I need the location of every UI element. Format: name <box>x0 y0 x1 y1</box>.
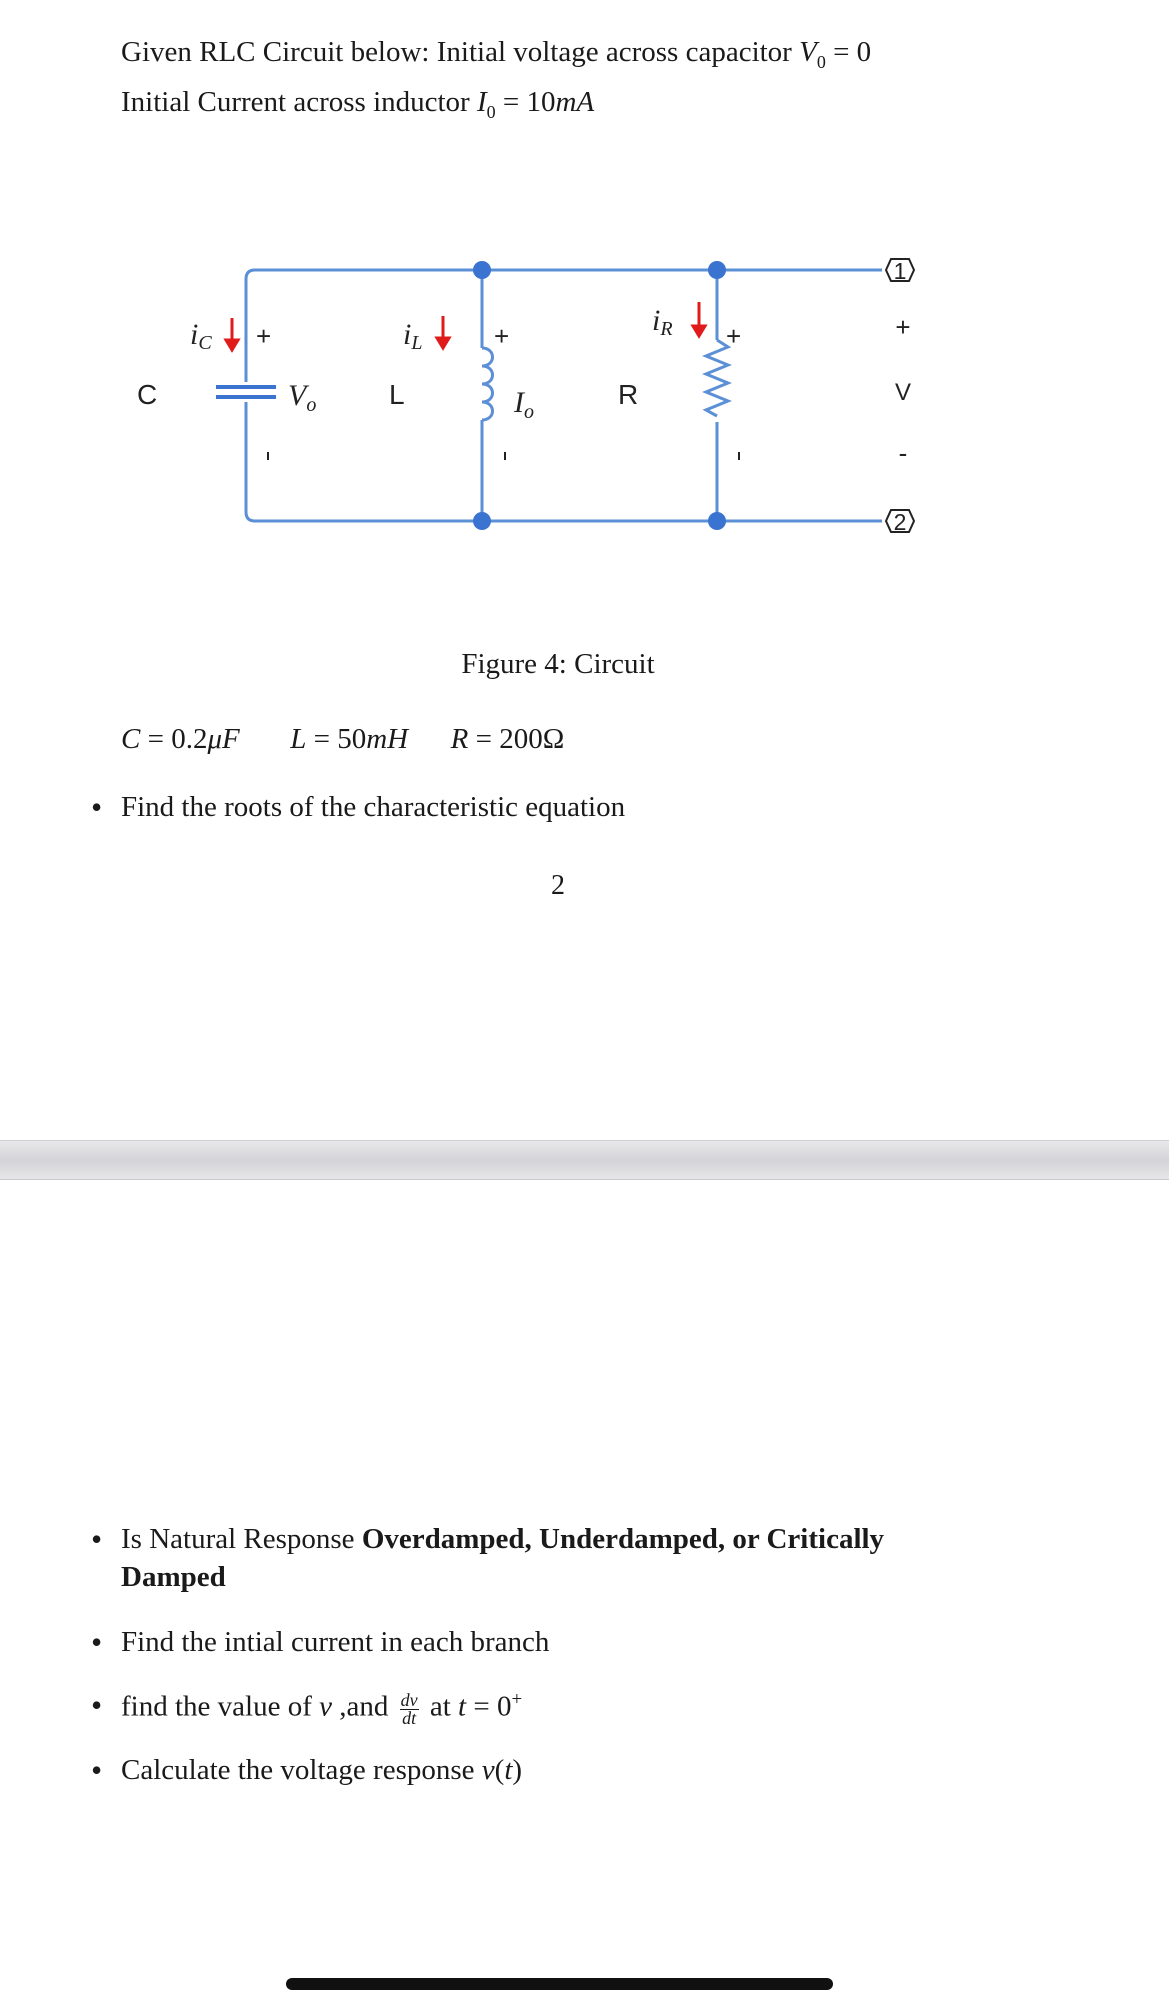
rlc-circuit-diagram <box>0 230 1169 560</box>
resistor-zigzag <box>706 340 728 416</box>
bullet-initial-current: • Find the intial current in each branch <box>121 1626 549 1659</box>
bullet-calculate-response: • Calculate the voltage response v(t) <box>121 1754 522 1787</box>
plus-sign-resistor: + <box>726 321 742 351</box>
label-io: $I_o$ <box>514 386 534 423</box>
label-resistor: R <box>618 379 639 410</box>
wire-left-top <box>246 270 255 382</box>
figure-caption: Figure 4: Circuit <box>461 648 655 680</box>
bullet-damping: • Is Natural Response Overdamped, Underdamped, or Critically <box>121 1523 884 1556</box>
inductor-coil <box>482 348 493 420</box>
minus-ticks <box>268 452 739 460</box>
intro-line-2: Initial Current across inductor $I_0 = 10mA$ <box>121 86 595 122</box>
plus-sign-capacitor: + <box>256 321 272 351</box>
wire-bottom <box>246 402 882 521</box>
bullet-roots: • Find the roots of the characteristic equation <box>121 791 625 824</box>
current-arrows <box>226 302 705 350</box>
component-values: C = 0.2μF L = 50mH R = 200Ω <box>121 723 565 755</box>
label-output-voltage: V <box>894 379 912 406</box>
plus-sign-output: + <box>895 312 911 342</box>
bullet-find-value: • find the value of v ,and $\frac{dv}{dt}$ at t = 0+ <box>121 1689 522 1727</box>
minus-sign-output: - <box>898 438 908 468</box>
plus-sign-inductor: + <box>494 321 510 351</box>
label-il: iL <box>403 318 423 354</box>
junction-node <box>708 261 726 279</box>
page-number: 2 <box>551 870 565 901</box>
capacitor-plate-top <box>216 385 276 389</box>
label-vo: $V_o$ <box>288 379 317 416</box>
intro-line-1: Given RLC Circuit below: Initial voltage across capacitor $V_0 = 0$ <box>121 36 872 72</box>
page-separator <box>0 1140 1169 1180</box>
label-capacitor: C <box>137 379 158 410</box>
junction-node <box>473 261 491 279</box>
home-indicator-bar[interactable] <box>286 1978 833 1990</box>
terminal-node-1-label: 1 <box>893 258 907 284</box>
bullet-damping-continued: Damped <box>121 1561 226 1593</box>
label-ic: iC <box>190 318 212 354</box>
junction-node <box>708 512 726 530</box>
arrow-ir-head <box>693 326 705 336</box>
arrow-ic-head <box>226 340 238 350</box>
capacitor-plate-bottom <box>216 395 276 399</box>
label-inductor: L <box>389 379 405 410</box>
fraction-dv-dt: $\frac{dv}{dt}$ <box>400 1689 418 1728</box>
terminal-node-2-label: 2 <box>893 509 907 535</box>
arrow-il-head <box>437 338 449 348</box>
circuit-wires <box>246 270 882 521</box>
label-ir: iR <box>652 304 673 340</box>
junction-node <box>473 512 491 530</box>
